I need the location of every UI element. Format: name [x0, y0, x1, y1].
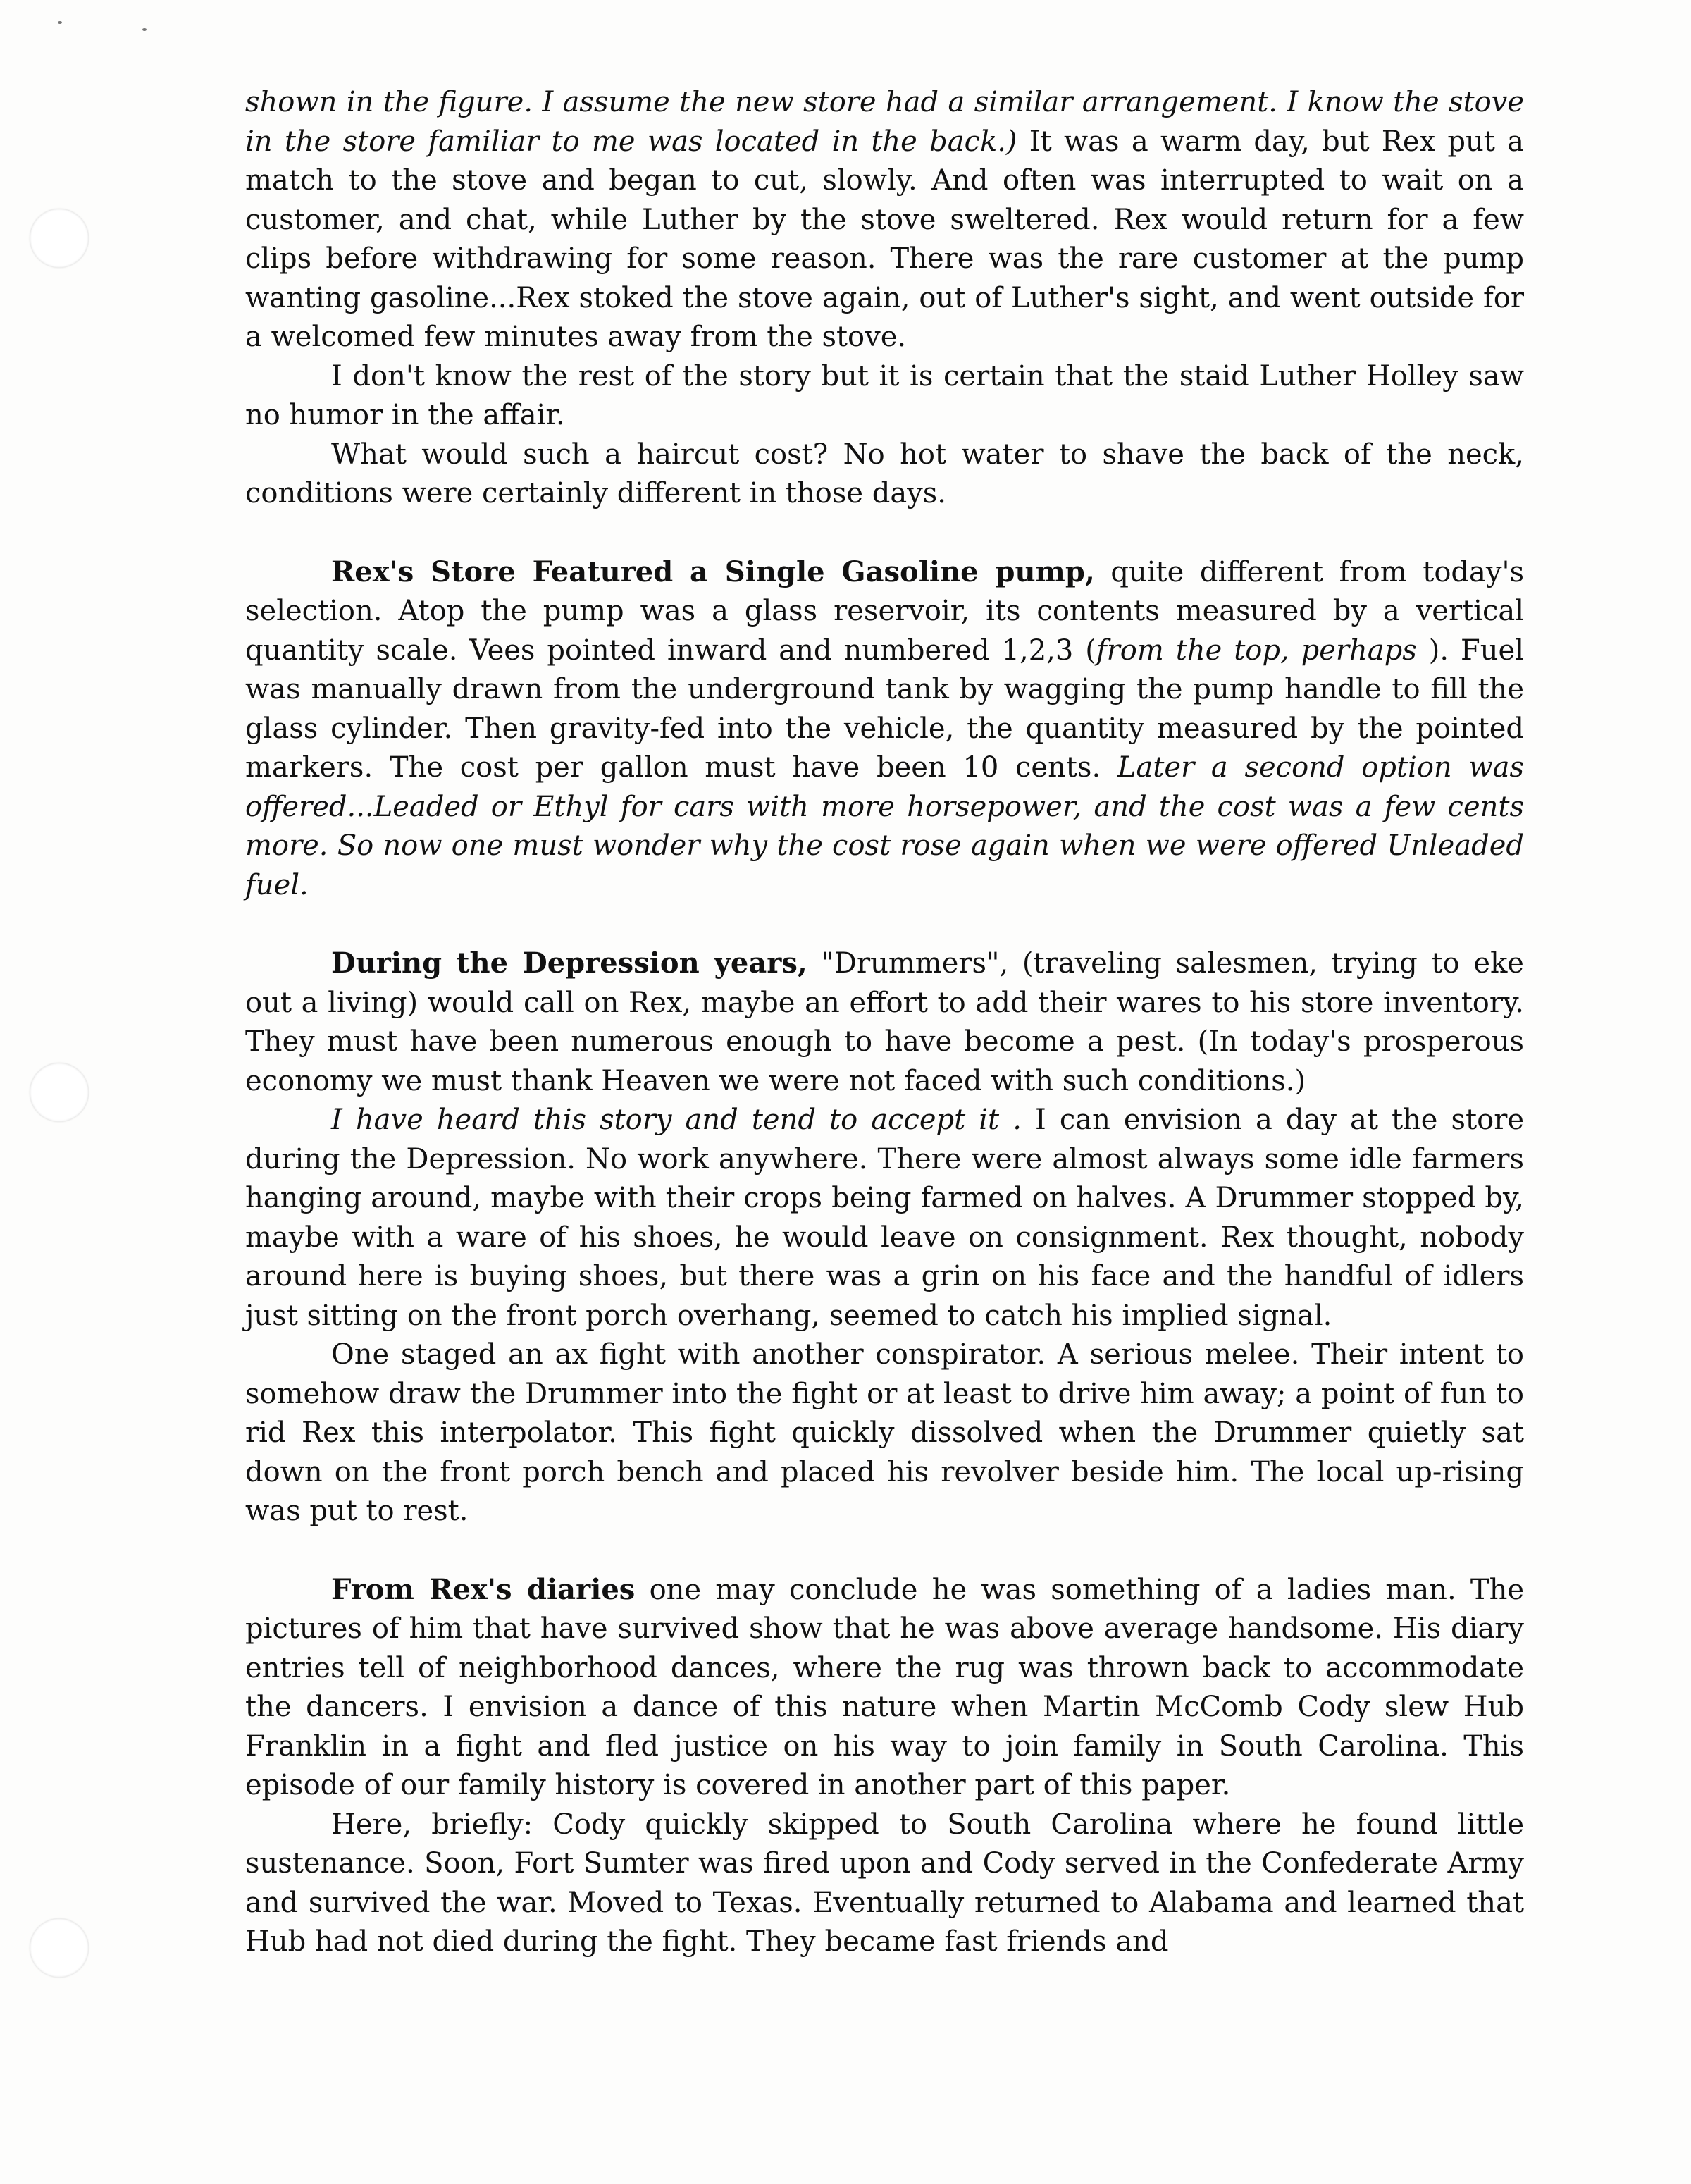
body-text	[245, 83, 1524, 1962]
text-run: one may conclude he was something of a ladies man. The pictures of him that have survived show that he was above average handsome. His diary entries tell of neighborhood dances, where the rug was thrown back to accommodate the dancers. I envision a dance of this nature when Martin McComb Cody slew Hub Franklin in a fight and fled justice on his way to join family in South Carolina. This episode of our family history is covered in another part of this paper.	[245, 1573, 1525, 1801]
paragraph	[245, 83, 1524, 357]
text-run: What would such a haircut cost? No hot water to shave the back of the neck, conditions were certainly different in those days.	[245, 438, 1524, 510]
binder-hole-middle	[30, 1063, 89, 1122]
text-run: "Drummers", (traveling salesmen, trying to eke out a living) would call on Rex, maybe an effort to add their wares to his store inventory. They must have been numerous enough to have become a pest. (In today's prosperous economy we must thank Heaven we were not faced with such conditions.)	[245, 947, 1524, 1097]
paragraph	[245, 944, 1524, 1101]
binder-hole-bottom	[30, 1918, 89, 1978]
scan-speck	[58, 21, 62, 24]
text-run: quite different from today's selection. Atop the pump was a glass reservoir, its contents measured by a vertical quantity scale. Vees pointed inward and numbered 1,2,3 (	[245, 555, 1524, 667]
text-run: One staged an ax fight with another conspirator. A serious melee. Their intent to somehow draw the Drummer into the fight or at least to drive him away; a point of fun to rid Rex this interpolator. This fight quickly dissolved when the Drummer quietly sat down on the front porch bench and placed his revolver beside him. The local up-rising was put to rest.	[245, 1338, 1524, 1527]
text-run: It was a warm day, but Rex put a match to the stove and began to cut, slowly. And often was interrupted to wait on a customer, and chat, while Luther by the stove sweltered. Rex would return for a few clips before withdrawing for some reason. There was the rare customer at the pump wanting gasoline...Rex stoked the stove again, out of Luther's sight, and went outside for a welcomed few minutes away from the stove.	[245, 125, 1524, 353]
section-lead: Rex's Store Featured a Single Gasoline pump,	[331, 555, 1095, 588]
text-run: Here, briefly: Cody quickly skipped to South Carolina where he found little sustenance. Soon, Fort Sumter was fired upon and Cody served in the Confederate Army and survived the war. Moved to Texas. Eventually returned to Alabama and learned that Hub had not died during the fight. They became fast friends and	[245, 1808, 1524, 1958]
text-run: I can envision a day at the store during the Depression. No work anywhere. There were almost always some idle farmers hanging around, maybe with their crops being farmed on halves. A Drummer stopped by, maybe with a ware of his shoes, he would leave on consignment. Rex thought, nobody around here is buying shoes, but there was a grin on his face and the handful of idlers just sitting on the front porch overhang, seemed to catch his implied signal.	[245, 1104, 1525, 1332]
paragraph	[245, 1570, 1524, 1806]
text-run: I don't know the rest of the story but it is certain that the staid Luther Holley saw no humor in the affair.	[245, 359, 1524, 431]
binder-hole-top	[30, 209, 89, 268]
text-run: ). Fuel was manually drawn from the underground tank by wagging the pump handle to fill the glass cylinder. Then gravity-fed into the vehicle, the quantity measured by the pointed markers. The cost per gallon must have been 10 cents.	[245, 634, 1524, 784]
paragraph	[245, 1101, 1524, 1335]
section-lead: From Rex's diaries	[331, 1572, 636, 1606]
italic-text: shown in the figure. I assume the new store had a similar arrangement. I know the stove in the store familiar to me was located in the back.)	[245, 86, 1524, 158]
paragraph	[245, 357, 1524, 436]
italic-text: from the top, perhaps	[1096, 634, 1417, 667]
scan-speck	[142, 28, 147, 31]
paragraph	[245, 1806, 1524, 1962]
italic-text: Later a second option was offered...Leaded or Ethyl for cars with more horsepower, and the cost was a few cents more. So now one must wonder why the cost rose again when we were offered Unleaded fuel.	[245, 751, 1524, 901]
paragraph	[245, 553, 1524, 906]
section-lead: During the Depression years,	[331, 946, 807, 980]
italic-text: I have heard this story and tend to accept it .	[331, 1104, 1022, 1136]
paragraph	[245, 436, 1524, 514]
paragraph	[245, 1335, 1524, 1531]
